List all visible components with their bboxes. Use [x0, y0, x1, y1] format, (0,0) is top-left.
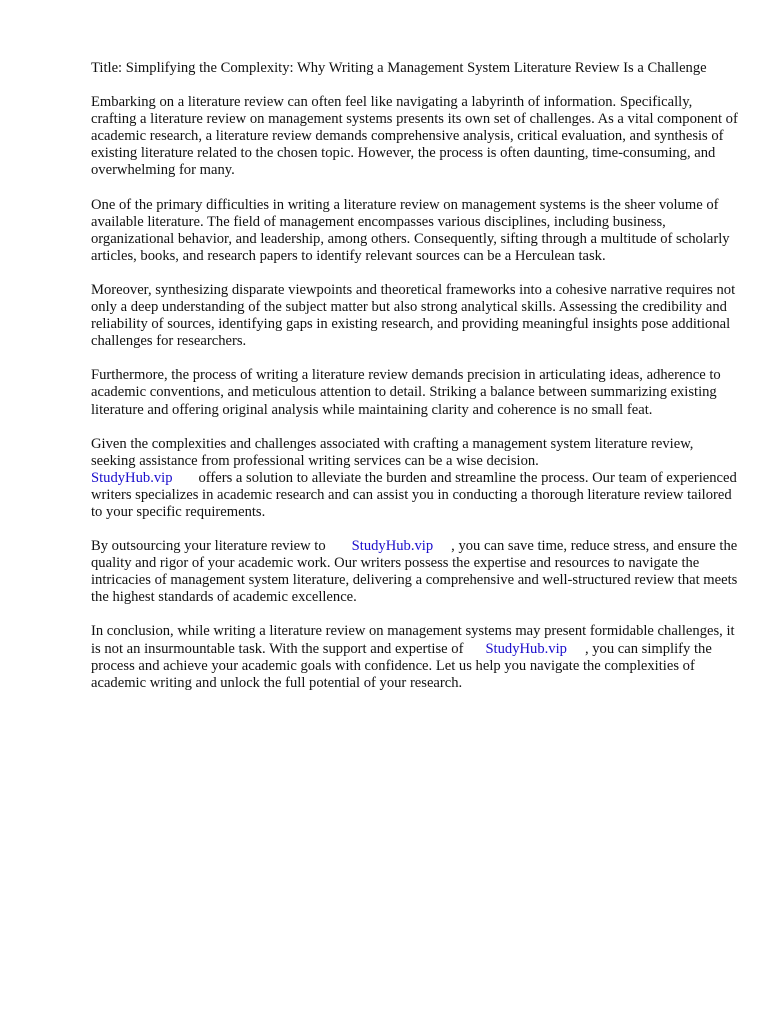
studyhub-link-2[interactable]: StudyHub.vip: [351, 538, 434, 555]
paragraph-precision: Furthermore, the process of writing a literature review demands precision in articulating ideas, adherence to academic conventions, and meticulous attention to detail. Striking a balance between summarizing existing literature and offering original analysis while maintaining clarity and coherence is no small feat.: [91, 367, 721, 418]
paragraph-outsourcing: [91, 538, 741, 606]
paragraph-difficulties: One of the primary difficulties in writing a literature review on management systems is the sheer volume of available literature. The field of management encompasses various disciplines, including business, organizational behavior, and leadership, among others. Consequently, sifting through a multitude of scholarly articles, books, and research papers to identify relevant sources can be a Herculean task.: [91, 196, 730, 264]
paragraph-assistance-text-before: Given the complexities and challenges associated with crafting a management system literature review, seeking assistance from professional writing services can be a wise decision.: [91, 435, 694, 469]
paragraph-conclusion: [91, 623, 741, 691]
paragraph-synthesis: Moreover, synthesizing disparate viewpoints and theoretical frameworks into a cohesive narrative requires not only a deep understanding of the subject matter but also strong analytical skills. Assessing the credibility and reliability of sources, identifying gaps in existing research, and providing meaningful insights pose additional challenges for researchers.: [91, 281, 736, 350]
paragraph-assistance: [91, 436, 741, 521]
studyhub-link-1[interactable]: StudyHub.vip: [91, 469, 173, 486]
paragraph-assistance-text-after: offers a solution to alleviate the burden and streamline the process. Our team of experienced writers specializes in academic research and can assist you in conducting a thorough literature review tailored to your specific requirements.: [91, 469, 737, 520]
paragraph-intro: Embarking on a literature review can often feel like navigating a labyrinth of information. Specifically, crafting a literature review on management systems presents its own set of challenges. As a vital component of academic research, a literature review demands comprehensive analysis, critical evaluation, and synthesis of existing literature related to the chosen topic. However, the process is often daunting, time-consuming, and overwhelming for many.: [91, 94, 738, 179]
paragraph-outsourcing-text-before: By outsourcing your literature review to: [91, 538, 326, 555]
studyhub-link-3[interactable]: StudyHub.vip: [485, 640, 567, 657]
paragraph-conclusion-text-after: , you can simplify the process and achieve your academic goals with confidence. Let us help you navigate the complexities of academic writing and unlock the full potential of your research.: [91, 640, 712, 691]
paragraph-outsourcing-text-after: , you can save time, reduce stress, and ensure the quality and rigor of your academic work. Our writers possess the expertise and resources to navigate the intricacies of management system literature, delivering a comprehensive and well-structured review that meets the highest standards of academic excellence.: [91, 538, 738, 606]
paragraph-conclusion-text-before: In conclusion, while writing a literature review on management systems may present formidable challenges, it is not an insurmountable task. With the support and expertise of: [91, 623, 735, 657]
document-title: Title: Simplifying the Complexity: Why Writing a Management System Literature Review Is a Challenge: [91, 60, 707, 76]
